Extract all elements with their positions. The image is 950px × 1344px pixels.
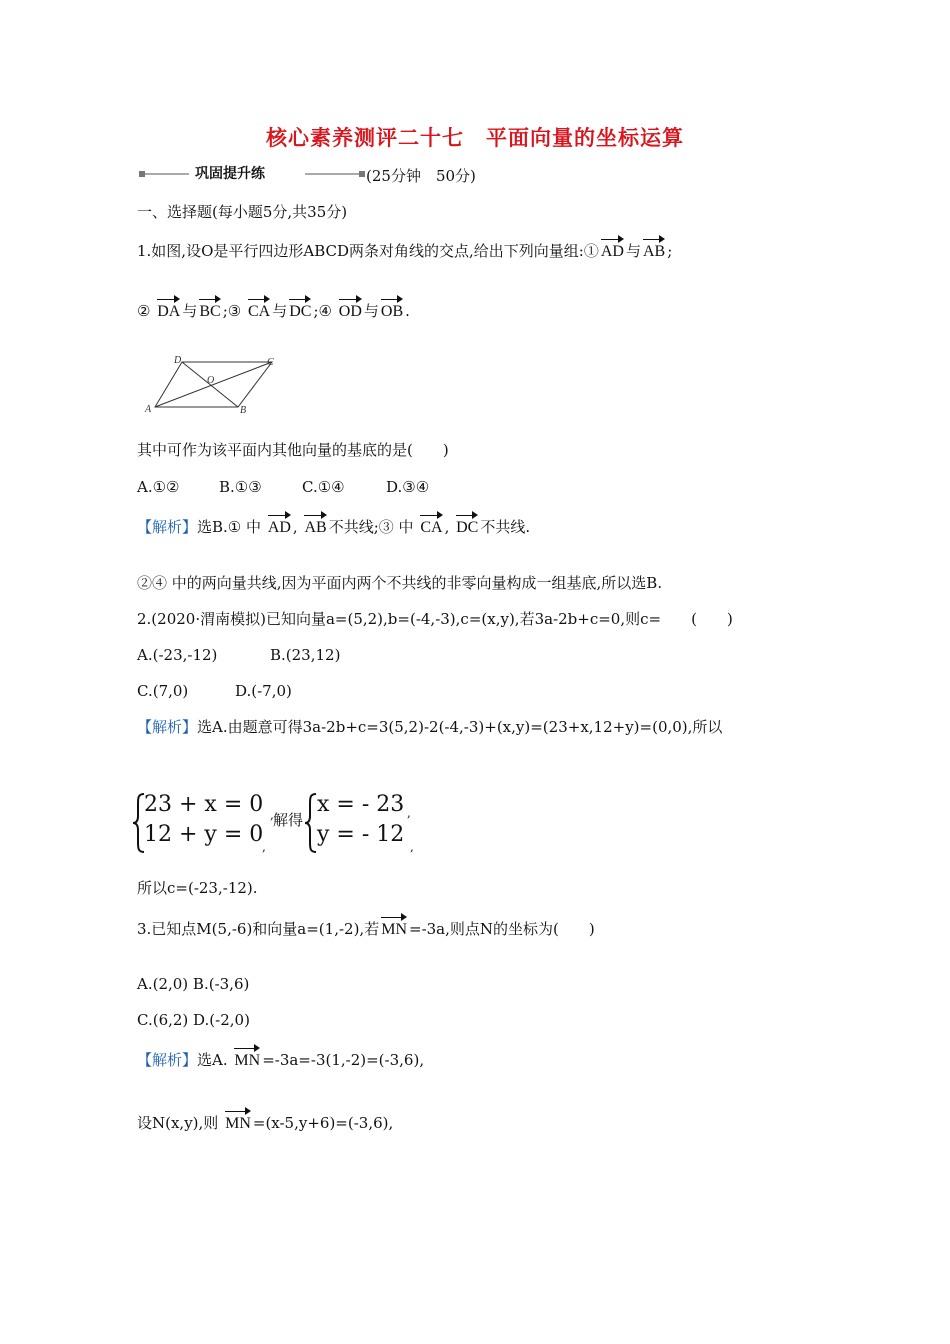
q2-conclusion: 所以c=(-23,-12). [137, 879, 258, 897]
label-a: A [145, 404, 152, 415]
q2-text: 2.(2020·渭南模拟)已知向量a=(5,2),b=(-4,-3),c=(x,y),若3a-2b+c=0,则c= ( ) [137, 610, 733, 628]
page-title: 核心素养测评二十七 平面向量的坐标运算 [266, 126, 684, 150]
q1-line2: ② DA 与 BC ;③ CA 与 DC ;④ OD 与 OB . [137, 299, 410, 322]
brace-right [304, 792, 318, 854]
q1-option-b: B.①③ [219, 478, 262, 496]
vector-ad: AD [601, 239, 624, 262]
analysis-tag: 【解析】 [137, 518, 198, 536]
vector-da: DA [157, 299, 180, 322]
vector-dc: DC [289, 299, 311, 322]
q3-set-n: 设N(x,y),则 MN =(x-5,y+6)=(-3,6), [137, 1111, 393, 1134]
vector-ob: OB [381, 299, 403, 322]
q3-options-cd: C.(6,2) D.(-2,0) [137, 1011, 250, 1029]
q1-question: 其中可作为该平面内其他向量的基底的是( ) [137, 441, 449, 459]
q2-option-b: B.(23,12) [270, 646, 341, 664]
solve-text: 解得 [273, 811, 304, 829]
q2-option-a: A.(-23,-12) [137, 646, 218, 664]
q2-option-c: C.(7,0) [137, 682, 189, 700]
vector-mn: MN [381, 917, 407, 940]
sol-line-1: x = - 23 [317, 792, 405, 817]
part1-heading: 一、选择题(每小题5分,共35分) [137, 203, 348, 221]
label-b: B [240, 405, 247, 416]
q1-option-c: C.①④ [302, 478, 345, 496]
q1-option-a: A.①② [137, 478, 180, 496]
q2-analysis: 【解析】选A.由题意可得3a-2b+c=3(5,2)-2(-4,-3)+(x,y)=(23+x,12+y)=(0,0),所以 [137, 718, 723, 736]
vector-bc: BC [199, 299, 220, 322]
eq-line-1: 23 + x = 0 [144, 792, 264, 817]
q3-analysis: 【解析】选A. MN =-3a=-3(1,-2)=(-3,6), [137, 1048, 424, 1071]
q3-text: 3.已知点M(5,-6)和向量a=(1,-2),若 MN =-3a,则点N的坐标为( ) [137, 917, 595, 940]
q3-options-ab: A.(2,0) B.(-3,6) [137, 975, 250, 993]
section-label: 巩固提升练 [195, 166, 265, 182]
label-d: D [174, 355, 182, 366]
q1-analysis-line1: 【解析】选B.① 中 AD , AB 不共线;③ 中 CA , DC 不共线. [137, 515, 530, 538]
label-o: O [207, 375, 215, 386]
q1-analysis-line2: ②④ 中的两向量共线,因为平面内两个不共线的非零向量构成一组基底,所以选B. [137, 574, 663, 592]
vector-ab: AB [643, 239, 665, 262]
eq-line-2: 12 + y = 0 [144, 822, 264, 847]
vector-ca: CA [248, 299, 270, 322]
label-c: C [267, 357, 274, 368]
parallelogram-figure [142, 352, 282, 416]
q2-option-d: D.(-7,0) [235, 682, 292, 700]
sol-line-2: y = - 12 [317, 822, 405, 847]
q1-line1: 1.如图,设O是平行四边形ABCD两条对角线的交点,给出下列向量组:① AD 与 AB ; [137, 239, 672, 262]
vector-od: OD [339, 299, 362, 322]
section-time: (25分钟 50分) [366, 167, 476, 185]
q1-option-d: D.③④ [386, 478, 430, 496]
